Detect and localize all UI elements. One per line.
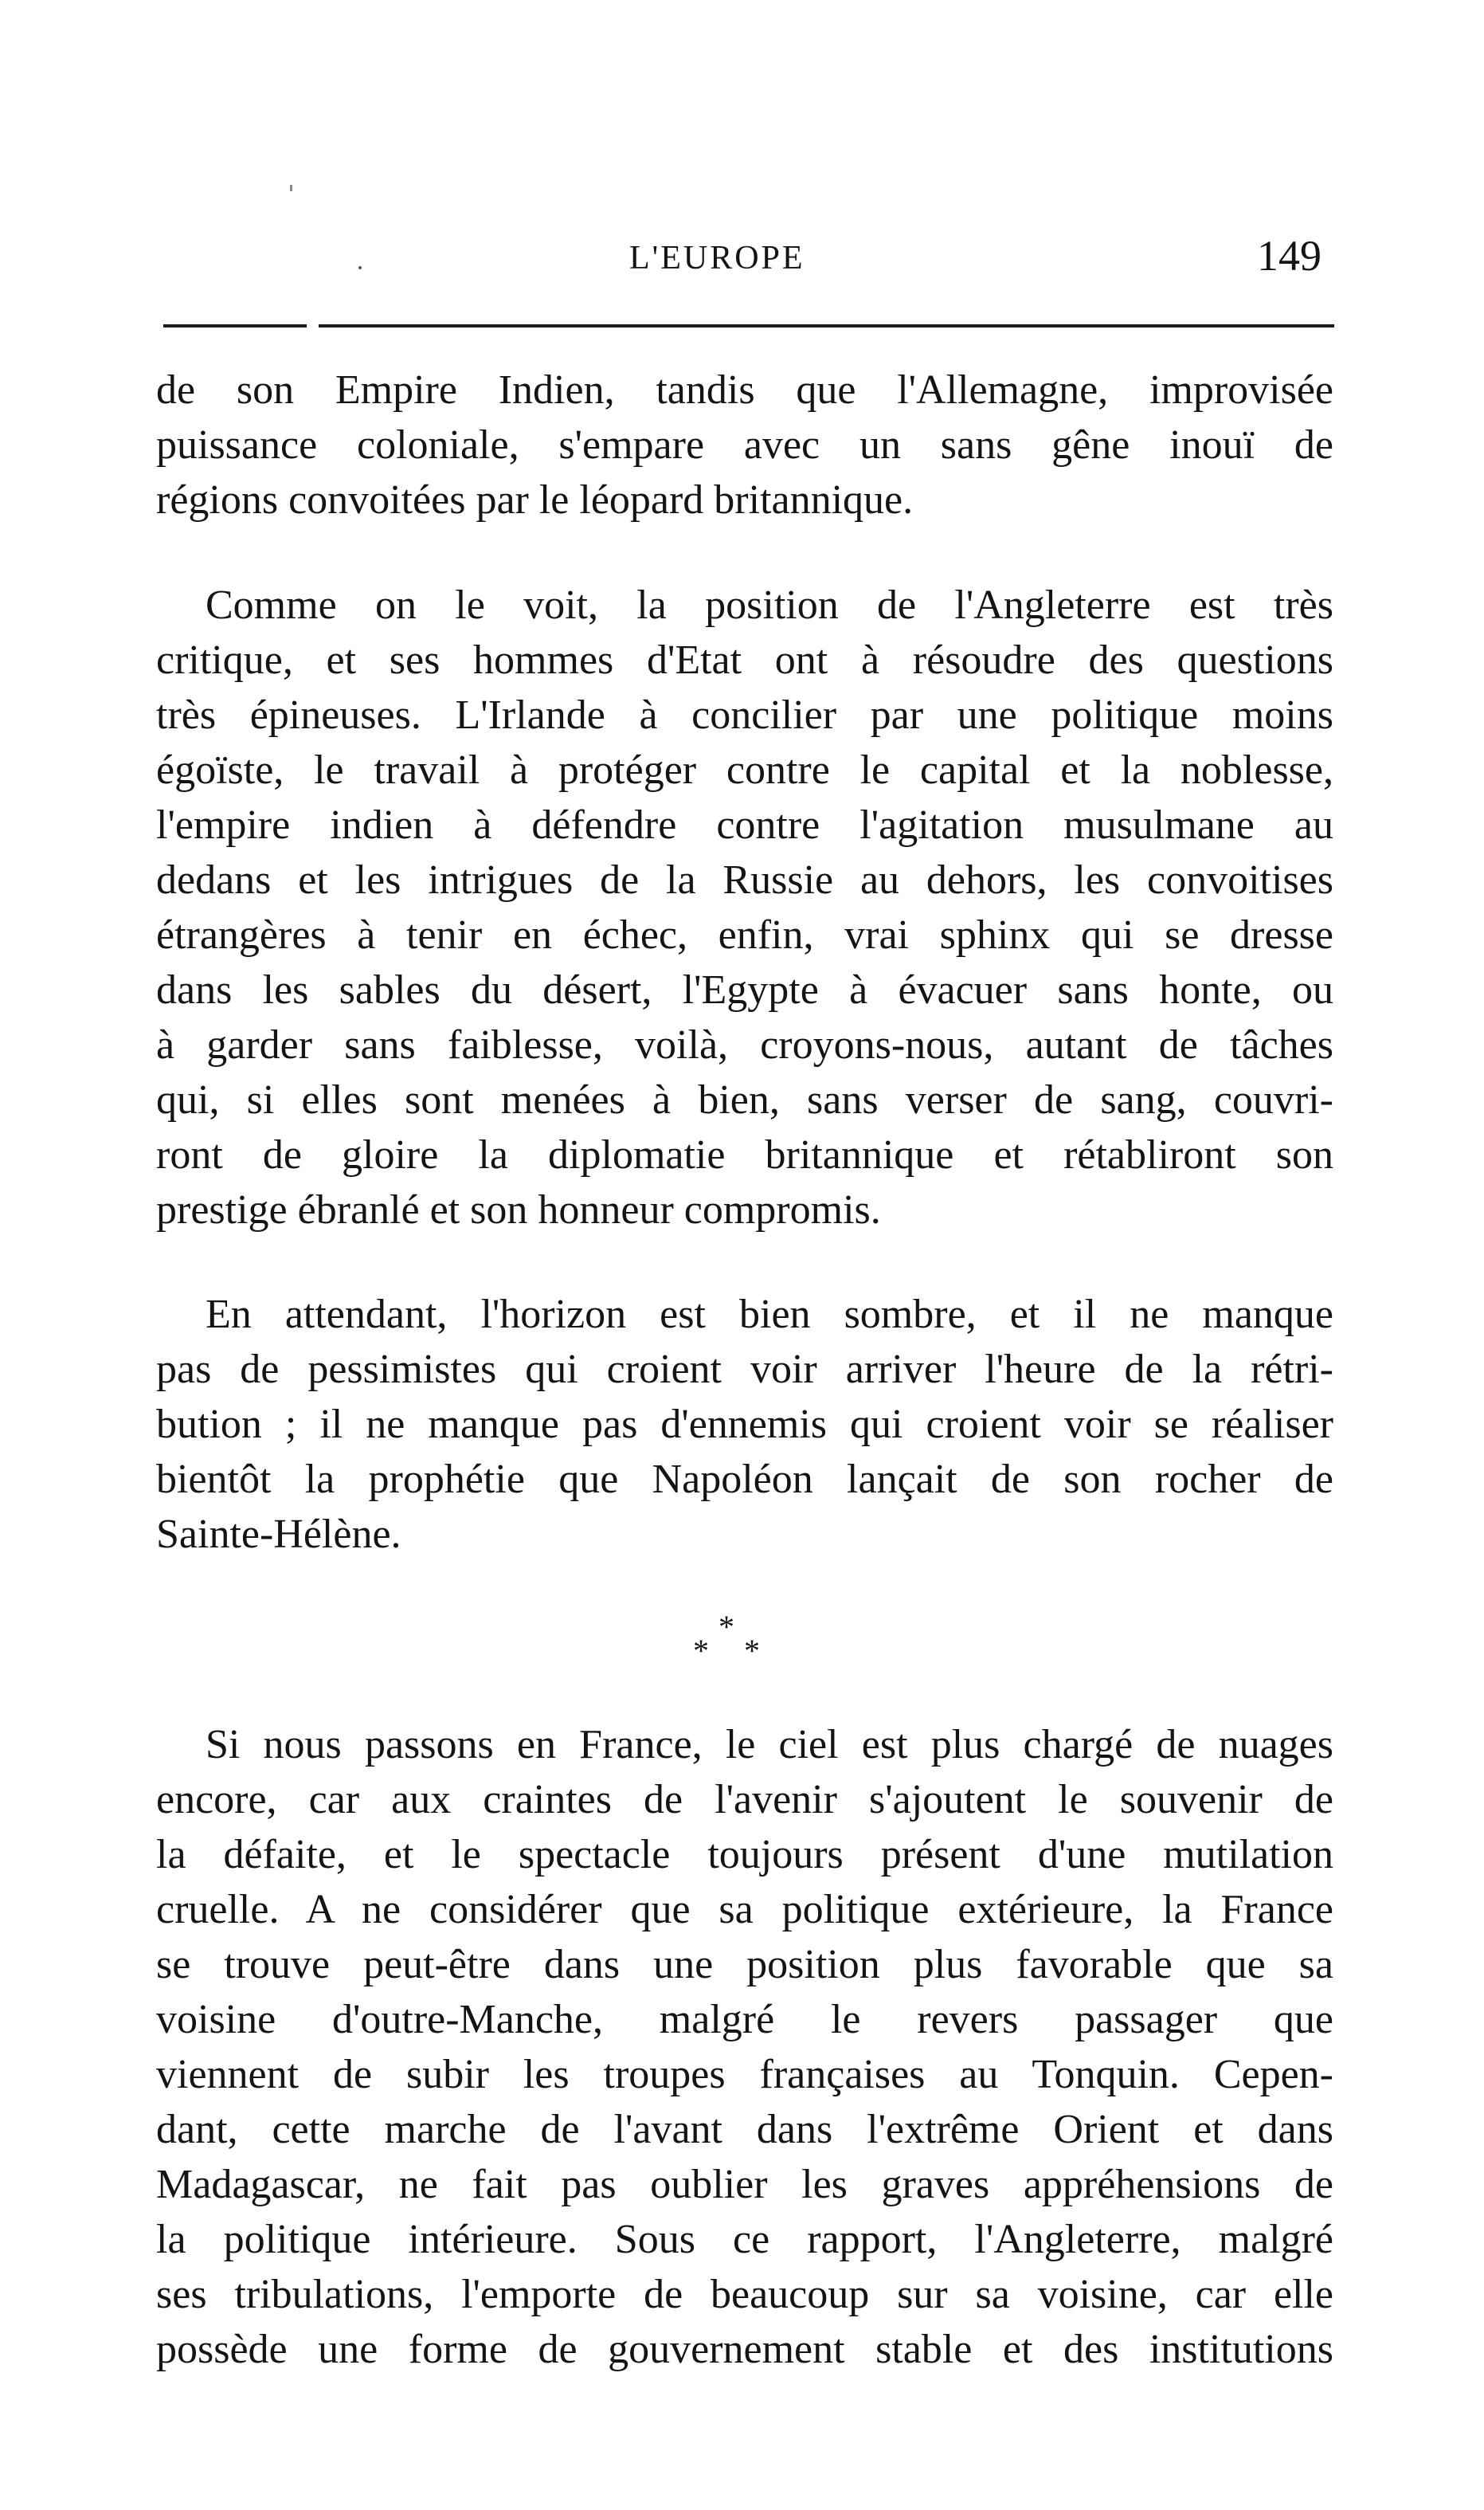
text-line: dedans et les intrigues de la Russie au dehors, les convoitises [156,857,1333,903]
text-line: Sainte-Hélène. [156,1512,401,1557]
paragraph-3 [156,1287,1333,1562]
text-line: puissance coloniale, s'empare avec un sans gêne inouï de [156,422,1333,468]
asterisk: * [719,1609,734,1645]
text-line: dant, cette marche de l'avant dans l'extrême Orient et dans [156,2107,1333,2152]
print-speck [290,185,292,191]
text-line: prestige ébranlé et son honneur compromis. [156,1187,881,1233]
header-rule-long [319,324,1334,327]
text-line: Madagascar, ne fait pas oublier les graves appréhensions de [156,2162,1333,2207]
asterisk: * [744,1633,760,1669]
text-line: Comme on le voit, la position de l'Angleterre est très [206,582,1333,628]
text-line: voisine d'outre-Manche, malgré le revers passager que [156,1997,1333,2042]
text-line: qui, si elles sont menées à bien, sans verser de sang, couvri- [156,1077,1333,1123]
page-number: 149 [1257,232,1322,280]
text-line: cruelle. A ne considérer que sa politique extérieure, la France [156,1887,1333,1932]
text-line: à garder sans faiblesse, voilà, croyons-nous, autant de tâches [156,1022,1333,1068]
text-line: dans les sables du désert, l'Egypte à évacuer sans honte, ou [156,967,1333,1013]
text-line: égoïste, le travail à protéger contre le capital et la noblesse, [156,747,1333,793]
section-asterism [685,1611,781,1675]
asterisk: * [693,1633,709,1669]
paragraph-2 [156,578,1333,1237]
text-line: très épineuses. L'Irlande à concilier par une politique moins [156,692,1333,738]
running-title: L'EUROPE [629,240,805,276]
text-line: la politique intérieure. Sous ce rapport, l'Angleterre, malgré [156,2217,1333,2262]
text-line: critique, et ses hommes d'Etat ont à résoudre des questions [156,637,1333,683]
text-line: bientôt la prophétie que Napoléon lançait de son rocher de [156,1457,1333,1502]
print-speck [358,266,362,269]
header-rule-short [163,324,307,327]
text-line: pas de pessimistes qui croient voir arriver l'heure de la rétri- [156,1347,1333,1392]
text-line: la défaite, et le spectacle toujours présent d'une mutilation [156,1832,1333,1877]
text-line: ses tribulations, l'emporte de beaucoup sur sa voisine, car elle [156,2272,1333,2317]
paragraph-1 [156,363,1333,527]
text-line: En attendant, l'horizon est bien sombre, et il ne manque [206,1292,1333,1337]
text-line: ront de gloire la diplomatie britannique et rétabliront son [156,1132,1333,1178]
text-line: encore, car aux craintes de l'avenir s'ajoutent le souvenir de [156,1777,1333,1822]
paragraph-4 [156,1717,1333,2377]
text-line: se trouve peut-être dans une position plus favorable que sa [156,1942,1333,1987]
text-line: étrangères à tenir en échec, enfin, vrai sphinx qui se dresse [156,912,1333,958]
text-line: possède une forme de gouvernement stable et des institutions [156,2327,1333,2372]
text-line: viennent de subir les troupes françaises au Tonquin. Cepen- [156,2052,1333,2097]
text-line: de son Empire Indien, tandis que l'Allemagne, improvisée [156,367,1333,413]
text-line: l'empire indien à défendre contre l'agitation musulmane au [156,802,1333,848]
text-line: Si nous passons en France, le ciel est plus chargé de nuages [206,1722,1333,1767]
text-line: régions convoitées par le léopard britannique. [156,477,914,523]
text-line: bution ; il ne manque pas d'ennemis qui croient voir se réaliser [156,1402,1333,1447]
